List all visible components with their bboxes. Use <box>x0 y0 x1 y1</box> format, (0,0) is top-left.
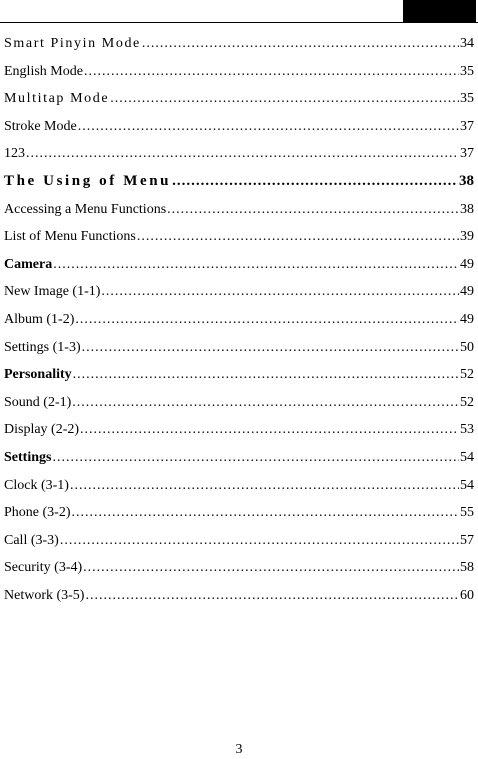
toc-dot-leader <box>52 444 459 472</box>
toc-entry-page: 57 <box>460 532 474 548</box>
toc-dot-leader <box>78 113 459 141</box>
toc-entry <box>4 140 474 168</box>
toc-entry-label: New Image (1-1) <box>4 284 101 300</box>
toc-entry <box>4 582 474 610</box>
toc-entry-page: 35 <box>460 91 474 107</box>
toc-dot-leader <box>75 306 459 334</box>
toc-dot-leader <box>137 223 459 251</box>
toc-entry <box>4 58 474 86</box>
toc-entry-label: Sound (2-1) <box>4 394 72 410</box>
toc-entry <box>4 113 474 141</box>
toc-entry-label: Security (3-4) <box>4 560 83 576</box>
toc-entry <box>4 251 474 279</box>
toc-entry-page: 49 <box>460 256 474 272</box>
toc-entry <box>4 389 474 417</box>
header-block <box>403 0 476 23</box>
toc-dot-leader <box>70 472 459 500</box>
table-of-contents <box>4 30 474 609</box>
toc-entry <box>4 499 474 527</box>
toc-entry-label: Clock (3-1) <box>4 477 69 493</box>
toc-dot-leader <box>53 251 459 279</box>
toc-entry-label: 123 <box>4 146 25 162</box>
toc-entry-label: Camera <box>4 256 53 272</box>
toc-entry-page: 39 <box>460 229 474 245</box>
toc-dot-leader <box>110 85 459 113</box>
toc-entry-label: Display (2-2) <box>4 422 80 438</box>
toc-entry <box>4 30 474 58</box>
page-number: 3 <box>235 742 243 757</box>
toc-entry-page: 58 <box>460 560 474 576</box>
toc-dot-leader <box>26 140 459 168</box>
toc-entry-label: Phone (3-2) <box>4 505 71 521</box>
toc-entry-page: 55 <box>460 505 474 521</box>
toc-entry <box>4 223 474 251</box>
toc-dot-leader <box>172 168 458 196</box>
toc-dot-leader <box>60 527 459 555</box>
toc-entry <box>4 472 474 500</box>
toc-entry-page: 49 <box>460 311 474 327</box>
toc-dot-leader <box>84 58 459 86</box>
toc-entry <box>4 527 474 555</box>
toc-entry-label: Personality <box>4 367 72 383</box>
toc-entry-label: Stroke Mode <box>4 118 77 134</box>
toc-dot-leader <box>72 389 459 417</box>
toc-entry <box>4 168 474 196</box>
toc-entry <box>4 554 474 582</box>
toc-entry-label: English Mode <box>4 63 83 79</box>
toc-entry-page: 54 <box>460 449 474 465</box>
toc-dot-leader <box>142 30 459 58</box>
toc-dot-leader <box>82 334 459 362</box>
toc-entry <box>4 306 474 334</box>
toc-entry-page: 34 <box>460 36 474 51</box>
toc-dot-leader <box>85 582 459 610</box>
toc-entry-page: 49 <box>460 284 474 300</box>
toc-entry-label: Smart Pinyin Mode <box>4 36 141 51</box>
toc-dot-leader <box>80 416 459 444</box>
toc-entry-page: 53 <box>460 422 474 438</box>
toc-entry <box>4 85 474 113</box>
toc-entry <box>4 334 474 362</box>
toc-entry-page: 38 <box>460 201 474 217</box>
toc-entry-label: Multitap Mode <box>4 91 110 107</box>
toc-dot-leader <box>101 278 459 306</box>
toc-dot-leader <box>167 196 459 224</box>
toc-entry-label: Settings <box>4 449 52 465</box>
toc-entry-page: 52 <box>460 394 474 410</box>
toc-entry-page: 38 <box>459 172 474 189</box>
toc-entry-page: 60 <box>460 587 474 603</box>
toc-entry-label: Settings (1-3) <box>4 339 81 355</box>
toc-entry-label: The Using of Menu <box>4 172 172 189</box>
toc-entry <box>4 416 474 444</box>
toc-entry-label: Call (3-3) <box>4 532 59 548</box>
toc-entry-page: 37 <box>460 146 474 162</box>
toc-entry <box>4 361 474 389</box>
toc-entry <box>4 278 474 306</box>
toc-entry <box>4 444 474 472</box>
toc-dot-leader <box>73 361 459 389</box>
toc-entry-label: Accessing a Menu Functions <box>4 201 167 217</box>
toc-entry-page: 50 <box>460 339 474 355</box>
toc-dot-leader <box>72 499 460 527</box>
toc-entry-label: Album (1-2) <box>4 311 75 327</box>
toc-entry-page: 35 <box>460 63 474 79</box>
toc-entry-label: List of Menu Functions <box>4 229 136 245</box>
toc-entry-page: 52 <box>460 367 474 383</box>
toc-entry-page: 54 <box>460 477 474 493</box>
toc-entry-label: Network (3-5) <box>4 587 85 603</box>
toc-entry-page: 37 <box>460 118 474 134</box>
toc-dot-leader <box>83 554 459 582</box>
toc-entry <box>4 196 474 224</box>
